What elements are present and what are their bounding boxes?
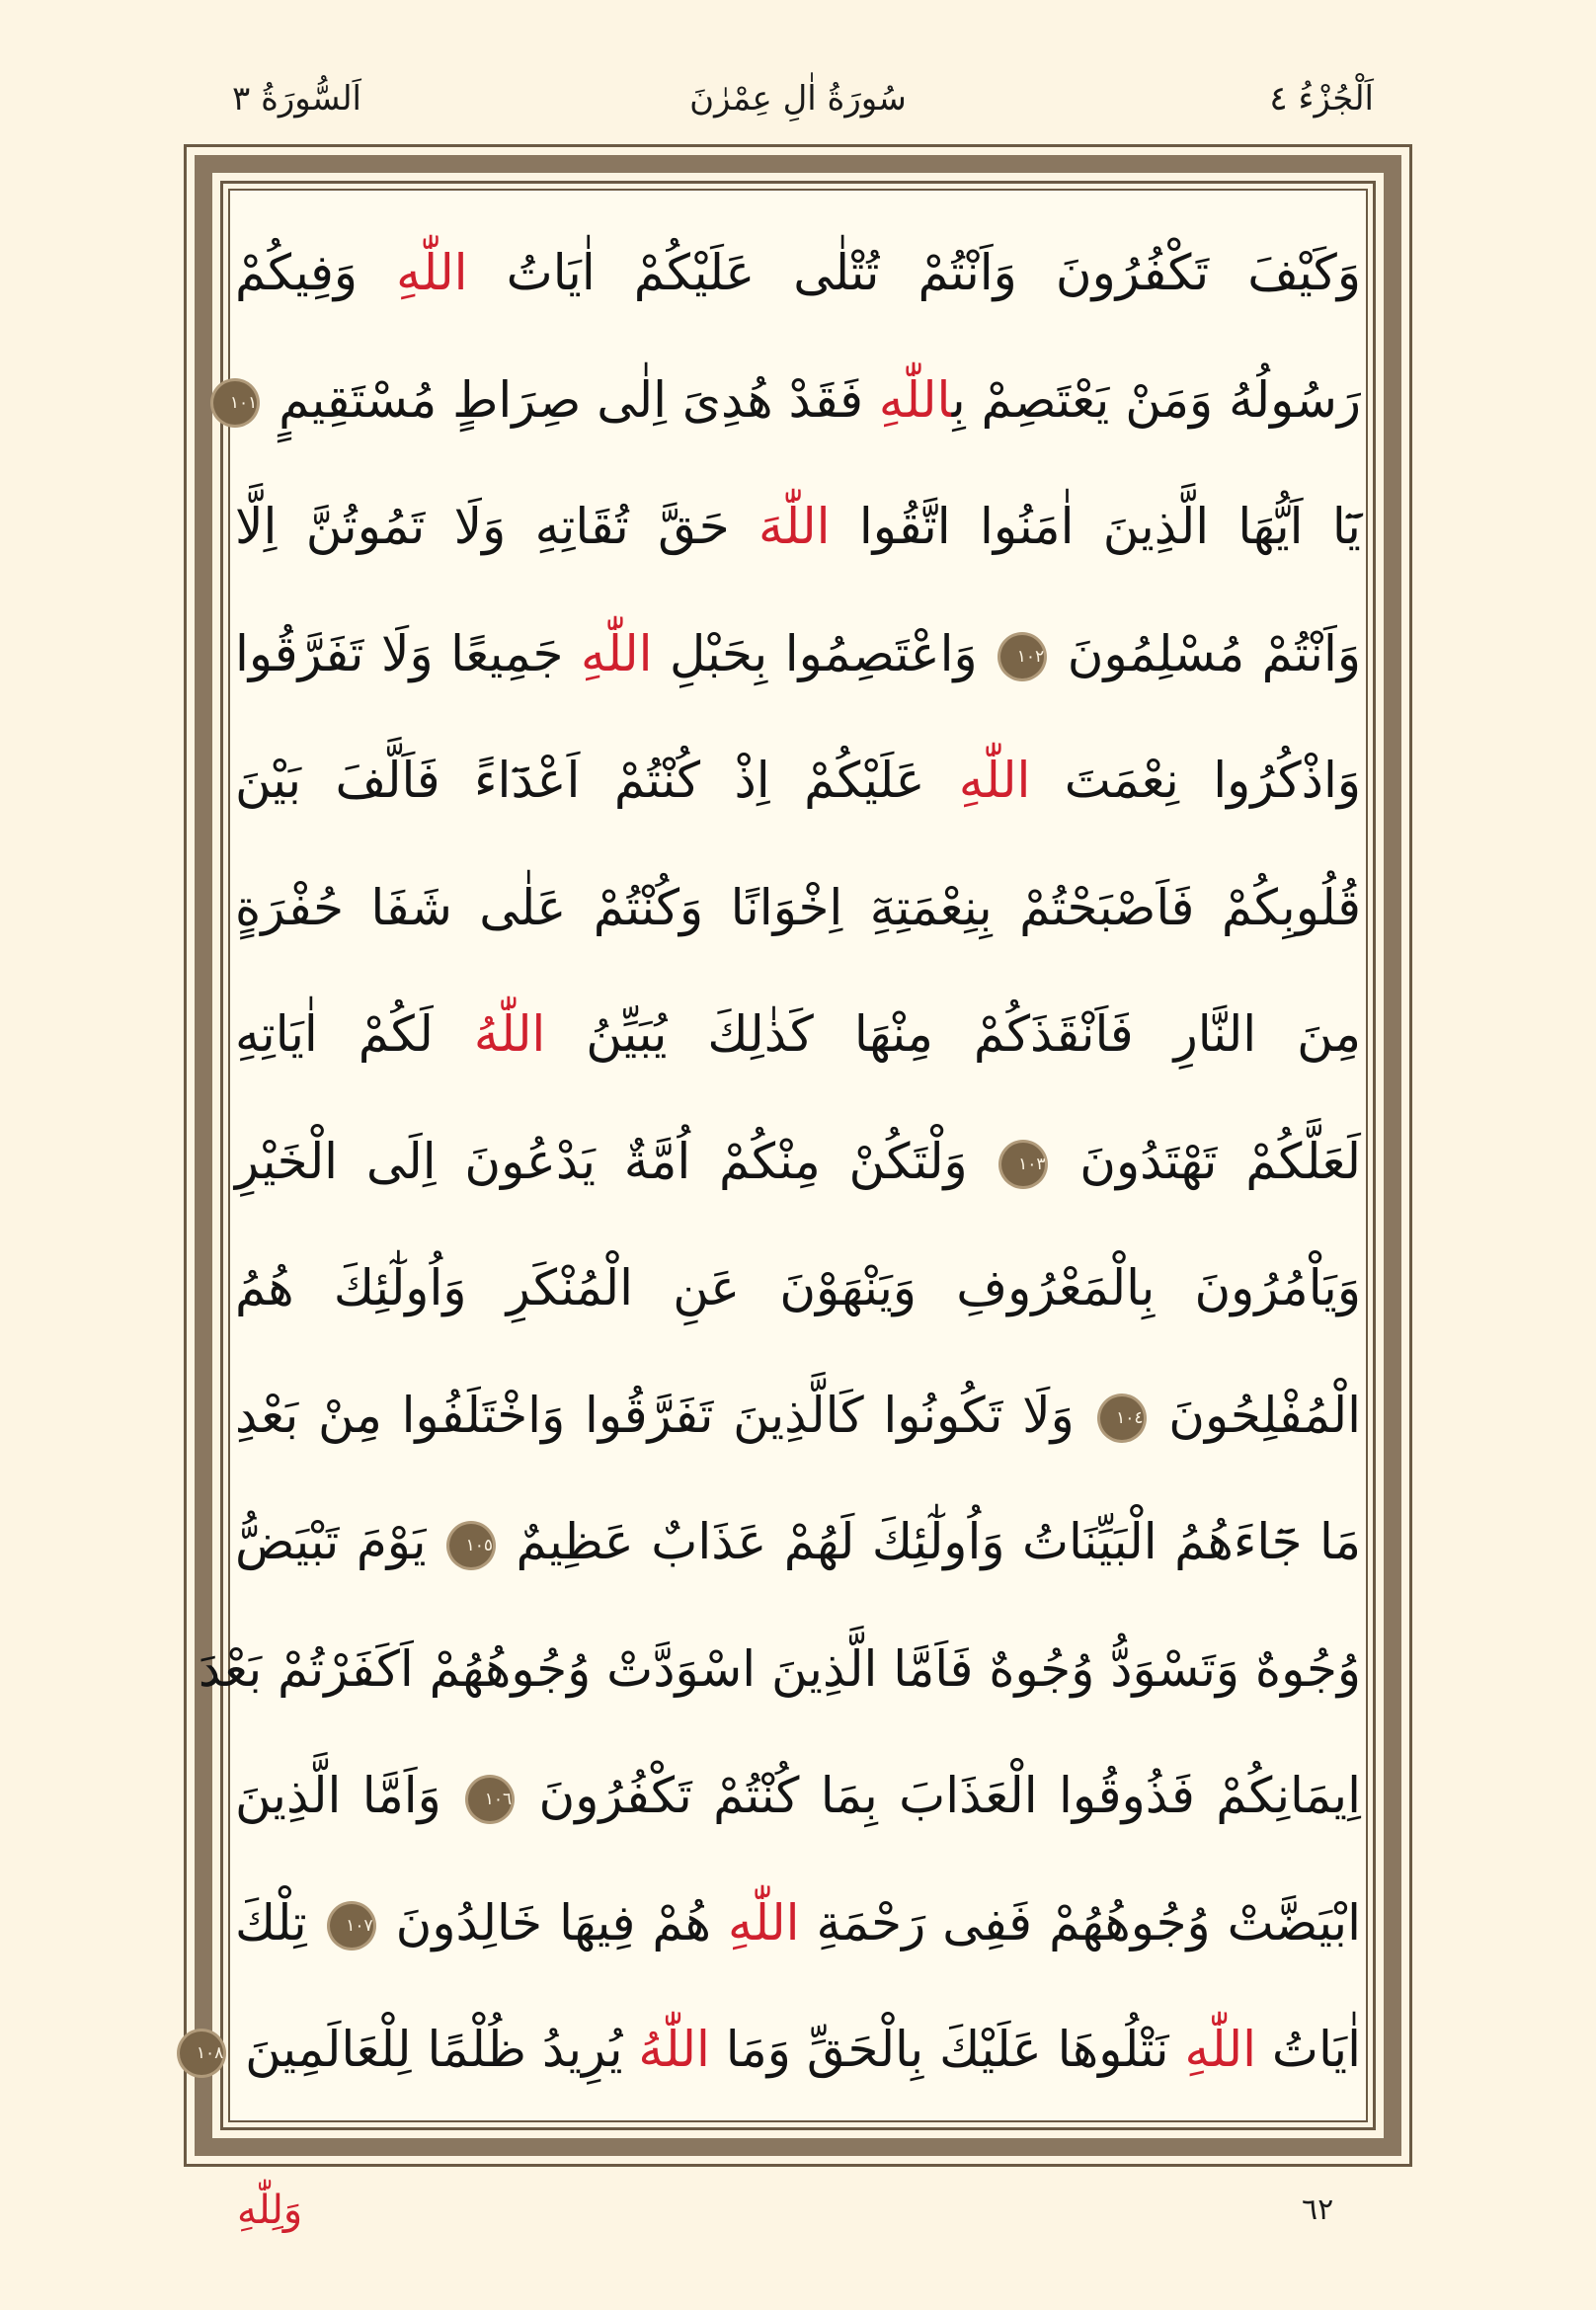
ayah-number-marker: ١٠٦ [468, 1778, 512, 1821]
verse-line [196, 1986, 1361, 2113]
divine-name: اللّٰهِ [580, 624, 653, 682]
divine-name: اللّٰهِ [958, 752, 1031, 809]
page-footer [0, 2181, 1596, 2240]
verse-line [235, 717, 1361, 844]
verse-text: مَا جَٓاءَهُمُ الْبَيِّنَاتُ وَاُولٰٓئِكَ لَهُمْ عَذَابٌ عَظِيمٌ [499, 1513, 1361, 1570]
divine-name: اللّٰهِ [1184, 2021, 1256, 2078]
page-header [0, 69, 1596, 128]
ayah-number-marker: ١٠٢ [1000, 635, 1044, 678]
verse-line [235, 844, 1361, 972]
verse-text: يَٓا اَيُّهَا الَّذِينَ اٰمَنُوا اتَّقُوا [830, 498, 1361, 555]
catchword: وَلِلّٰهِ [237, 2188, 303, 2233]
verse-text: اِيمَانِكُمْ فَذُوقُوا الْعَذَابَ بِمَا كُنْتُمْ تَكْفُرُونَ [518, 1767, 1361, 1824]
verse-line [235, 1098, 1361, 1226]
verse-text: وَكَيْفَ تَكْفُرُونَ وَاَنْتُمْ تُتْلٰى عَلَيْكُمْ اٰيَاتُ [467, 244, 1361, 301]
verse-text: يَوْمَ تَبْيَضُّ [235, 1513, 444, 1570]
verse-text: فَقَدْ هُدِىَ اِلٰى صِرَاطٍ مُسْتَقِيمٍ [263, 370, 879, 429]
verse-text: نَتْلُوهَا عَلَيْكَ بِالْحَقِّ وَمَا [709, 2021, 1185, 2078]
verse-line [235, 1352, 1361, 1479]
verse-text: قُلُوبِكُمْ فَاَصْبَحْتُمْ بِنِعْمَتِهِٓ اِخْوَانًا وَكُنْتُمْ عَلٰى شَفَا حُفْرَةٍ [235, 878, 1361, 936]
verse-line [235, 1732, 1361, 1860]
ayah-number-marker: ١٠٣ [1001, 1143, 1045, 1186]
verse-line [198, 1606, 1361, 1733]
verse-text: وَلَا تَكُونُوا كَالَّذِينَ تَفَرَّقُوا وَاخْتَلَفُوا مِنْ بَعْدِ [235, 1386, 1094, 1444]
verse-text: هُمْ فِيهَا خَالِدُونَ [378, 1893, 728, 1952]
divine-name: اللّٰهِ [727, 1893, 800, 1952]
verse-text: وَاَنْتُمْ مُسْلِمُونَ [1050, 624, 1361, 682]
verse-text: وَاعْتَصِمُوا بِحَبْلِ [652, 624, 996, 682]
verse-text: وُجُوهٌ وَتَسْوَدُّ وُجُوهٌ فَاَمَّا الَّذِينَ اسْوَدَّتْ وُجُوهُهُمْ اَكَفَرْتُمْ بَعْدَ [198, 1639, 1361, 1698]
juz-label: اَلْجُزْءُ ٤ [1269, 79, 1374, 119]
verse-text: جَمِيعًا وَلَا تَفَرَّقُوا [235, 624, 581, 682]
verse-text: وَاَمَّا الَّذِينَ [235, 1767, 463, 1824]
ayah-number-marker: ١٠٤ [1100, 1396, 1144, 1440]
verse-text: حَقَّ تُقَاتِهِ وَلَا تَمُوتُنَّ اِلَّا [235, 498, 759, 555]
divine-name: اللّٰهِ [396, 244, 468, 301]
verse-line [235, 1860, 1361, 1987]
verse-line [235, 1225, 1361, 1352]
verse-text: تِلْكَ [235, 1893, 324, 1952]
verse-text: يُرِيدُ ظُلْمًا لِلْعَالَمِينَ [229, 2021, 639, 2078]
verse-text: وَيَاْمُرُونَ بِالْمَعْرُوفِ وَيَنْهَوْنَ عَنِ الْمُنْكَرِ وَاُولٰٓئِكَ هُمُ [235, 1259, 1361, 1316]
verse-text: مِنَ النَّارِ فَاَنْقَذَكُمْ مِنْهَا كَذٰلِكَ يُبَيِّنُ [545, 1005, 1361, 1063]
page-number: ٦٢ [1302, 2192, 1334, 2227]
verse-line [235, 591, 1361, 718]
divine-name: اللّٰهُ [638, 2021, 710, 2078]
verse-line [235, 971, 1361, 1098]
verse-text: الْمُفْلِحُونَ [1149, 1386, 1361, 1444]
verse-line [229, 337, 1361, 464]
verse-text: عَلَيْكُمْ اِذْ كُنْتُمْ اَعْدَٓاءً فَاَلَّفَ بَيْنَ [235, 752, 959, 809]
verse-text: رَسُولُهُ وَمَنْ يَعْتَصِمْ بِ [951, 370, 1361, 429]
verse-line [235, 1478, 1361, 1606]
divine-name: اللّٰهَ [758, 498, 831, 555]
verse-text: وَفِيكُمْ [235, 244, 397, 301]
verse-text: ابْيَضَّتْ وُجُوهُهُمْ فَفِى رَحْمَةِ [799, 1893, 1361, 1952]
surah-title: سُورَةُ اٰلِ عِمْرٰنَ [689, 79, 907, 119]
verse-text: اٰيَاتُ [1255, 2021, 1361, 2078]
verse-line [235, 209, 1361, 337]
surah-number-label: اَلسُّورَةُ ٣ [232, 79, 362, 119]
verse-text: وَاذْكُرُوا نِعْمَتَ [1030, 752, 1361, 809]
divine-name: اللّٰهُ [473, 1005, 546, 1063]
ayah-number-marker: ١٠١ [213, 381, 257, 425]
ayah-number-marker: ١٠٧ [330, 1904, 373, 1948]
verse-text: وَلْتَكُنْ مِنْكُمْ اُمَّةٌ يَدْعُونَ اِلَى الْخَيْرِ [235, 1132, 997, 1190]
verse-text: لَعَلَّكُمْ تَهْتَدُونَ [1051, 1132, 1361, 1190]
verse-text: لَكُمْ اٰيَاتِهِ [235, 1005, 474, 1063]
verse-line [235, 463, 1361, 591]
ayah-number-marker: ١٠٥ [449, 1524, 493, 1567]
verse-text-area [196, 209, 1361, 2115]
divine-name: اللّٰهِ [878, 370, 952, 429]
ayah-number-marker: ١٠٨ [180, 2031, 223, 2075]
